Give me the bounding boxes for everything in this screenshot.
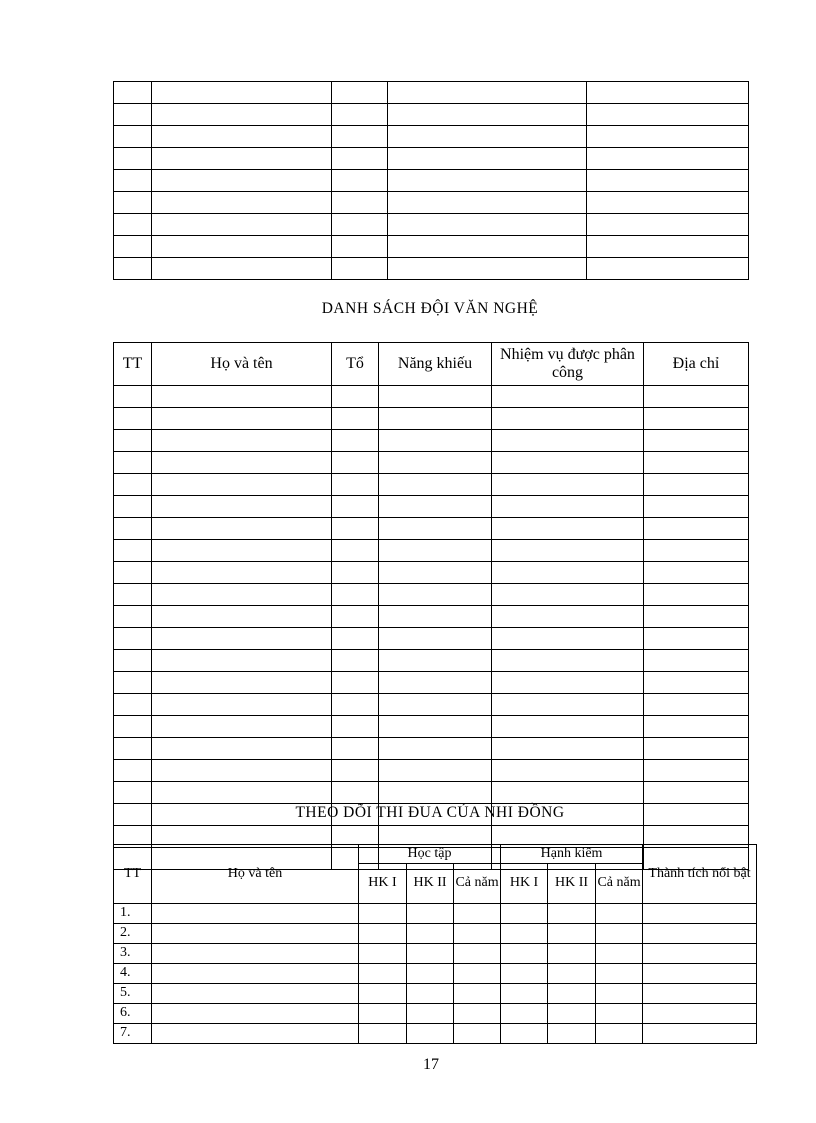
table-row [114, 562, 749, 584]
col-header-task: Nhiệm vụ được phân công [492, 343, 644, 386]
col-header-talent: Năng khiếu [379, 343, 492, 386]
table-header-row [114, 343, 749, 386]
table-row [114, 170, 749, 192]
table-row [114, 126, 749, 148]
table-row [114, 236, 749, 258]
section-title-emulation: THEO DÕI THI ĐUA CỦA NHI ĐỒNG [295, 804, 565, 821]
table-row [114, 904, 757, 924]
table-row [114, 518, 749, 540]
row-number: 4. [114, 964, 152, 984]
col-header-address: Địa chỉ [644, 343, 749, 386]
col-header-group: Tổ [332, 343, 379, 386]
table-row [114, 258, 749, 280]
col-header-conduct-hk1: HK I [501, 864, 548, 904]
col-header-achievement: Thành tích nổi bật [643, 845, 757, 904]
col-header-conduct: Hạnh kiểm [501, 845, 643, 864]
table-row [114, 760, 749, 782]
table-row [114, 148, 749, 170]
col-header-tt: TT [114, 343, 152, 386]
table-row [114, 984, 757, 1004]
row-number: 3. [114, 944, 152, 964]
table-row [114, 738, 749, 760]
table-row [114, 628, 749, 650]
table-row [114, 386, 749, 408]
table-row [114, 964, 757, 984]
table-row [114, 104, 749, 126]
table-row [114, 944, 757, 964]
table-row [114, 82, 749, 104]
table-row [114, 452, 749, 474]
table-row [114, 540, 749, 562]
table-row [114, 214, 749, 236]
col-header-conduct-year: Cả năm [596, 864, 643, 904]
table-row [114, 716, 749, 738]
section-title-art-team: DANH SÁCH ĐỘI VĂN NGHỆ [321, 300, 539, 317]
table-row [114, 672, 749, 694]
table-row [114, 606, 749, 628]
table-row [114, 408, 749, 430]
col-header-name: Họ và tên [152, 343, 332, 386]
row-number: 6. [114, 1004, 152, 1024]
col-header-conduct-hk2: HK II [548, 864, 596, 904]
table-row [114, 1004, 757, 1024]
col-header-study-hk1: HK I [359, 864, 407, 904]
table-row [114, 474, 749, 496]
row-number: 1. [114, 904, 152, 924]
table-row [114, 496, 749, 518]
page-number: 17 [423, 1056, 439, 1073]
table-row [114, 650, 749, 672]
col-header-study-hk2: HK II [407, 864, 454, 904]
table-row [114, 1024, 757, 1044]
col-header-name: Họ và tên [152, 845, 359, 904]
art-team-table [113, 342, 749, 870]
col-header-tt: TT [114, 845, 152, 904]
table-row [114, 924, 757, 944]
top-continuation-table [113, 81, 749, 280]
table-row [114, 584, 749, 606]
col-header-study: Học tập [359, 845, 501, 864]
row-number: 7. [114, 1024, 152, 1044]
emulation-table [113, 844, 757, 1044]
row-number: 5. [114, 984, 152, 1004]
row-number: 2. [114, 924, 152, 944]
table-row [114, 782, 749, 804]
table-row [114, 430, 749, 452]
col-header-study-year: Cả năm [454, 864, 501, 904]
table-row [114, 694, 749, 716]
table-header-row [114, 845, 757, 864]
table-row [114, 192, 749, 214]
